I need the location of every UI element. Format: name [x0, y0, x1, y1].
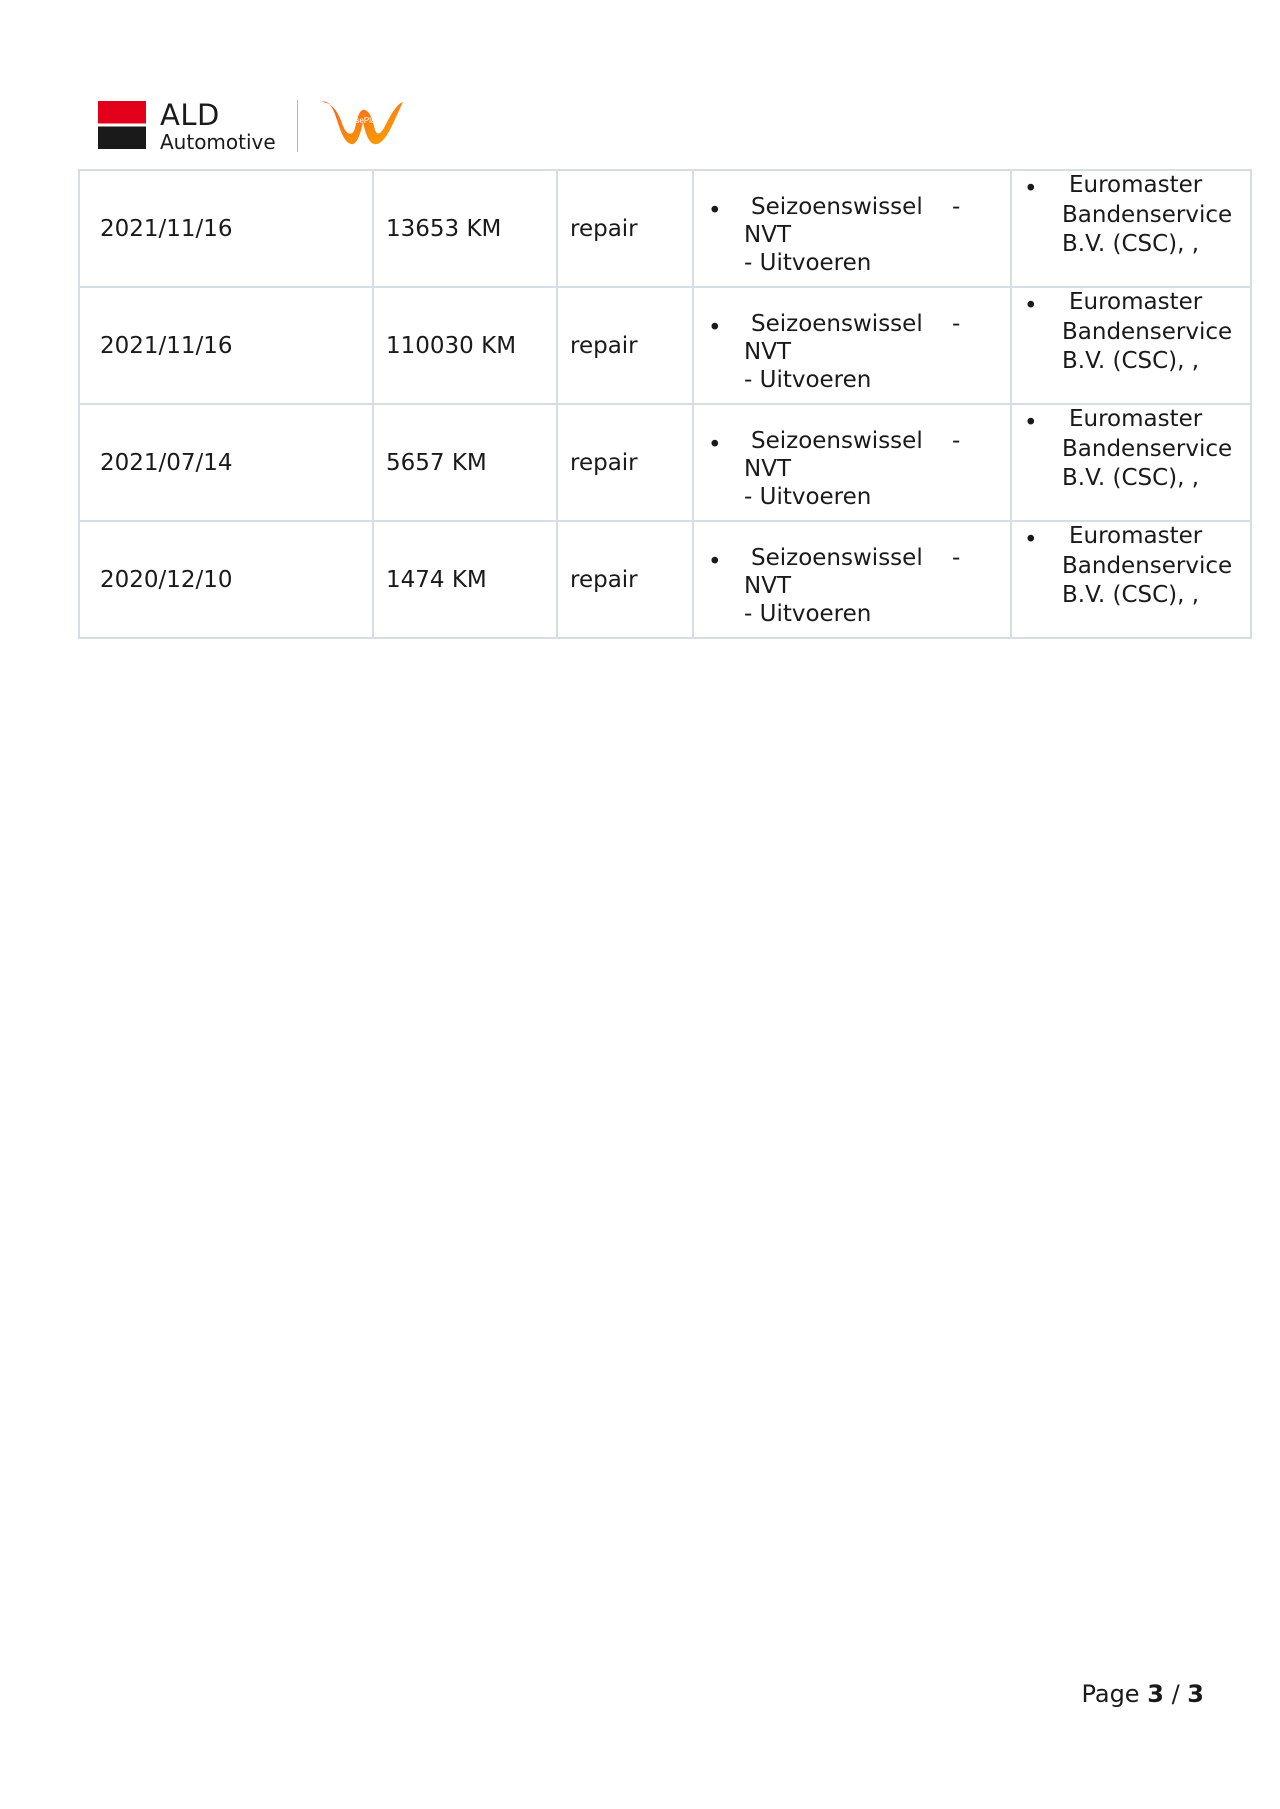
supplier-line-2: Bandenservice: [1062, 553, 1233, 579]
supplier-line-1: Euromaster: [1069, 289, 1203, 315]
logo-divider: [297, 100, 298, 152]
table-row: [79, 404, 1251, 521]
operation-dash: -: [952, 194, 961, 220]
bullet: •: [1024, 176, 1038, 202]
operation-dash: -: [952, 545, 961, 571]
supplier-line-1: Euromaster: [1069, 523, 1203, 549]
operation-code: NVT: [744, 456, 791, 482]
supplier-line-2: Bandenservice: [1062, 436, 1233, 462]
supplier-line-3: B.V. (CSC), ,: [1062, 348, 1200, 374]
operation-cell: [693, 404, 1011, 521]
supplier-cell: [1011, 170, 1251, 287]
supplier-line-1: Euromaster: [1069, 172, 1203, 198]
supplier-cell: [1011, 287, 1251, 404]
operation-name: Seizoenswissel: [751, 311, 923, 337]
total-pages: 3: [1187, 1680, 1204, 1708]
supplier-line-1: Euromaster: [1069, 406, 1203, 432]
bullet: •: [1024, 293, 1038, 319]
operation-code: NVT: [744, 339, 791, 365]
type-cell: repair: [557, 404, 693, 521]
operation-dash: -: [952, 428, 961, 454]
ald-logo-mark: [98, 101, 146, 149]
operation-name: Seizoenswissel: [751, 194, 923, 220]
bullet: •: [1024, 410, 1038, 436]
operation-action: - Uitvoeren: [744, 601, 872, 627]
type-cell: repair: [557, 521, 693, 638]
operation-dash: -: [952, 311, 961, 337]
operation-code: NVT: [744, 573, 791, 599]
supplier-cell: [1011, 404, 1251, 521]
page-separator: /: [1171, 1680, 1180, 1708]
operation-name: Seizoenswissel: [751, 545, 923, 571]
supplier-cell: [1011, 521, 1251, 638]
leaseplan-logo-text: LeasePlan: [342, 116, 380, 125]
date-cell: 2021/11/16: [79, 170, 373, 287]
date-cell: 2021/07/14: [79, 404, 373, 521]
current-page: 3: [1147, 1680, 1164, 1708]
mileage-cell: 5657 KM: [373, 404, 557, 521]
operation-name: Seizoenswissel: [751, 428, 923, 454]
table-row: [79, 521, 1251, 638]
operation-cell: [693, 170, 1011, 287]
date-cell: 2021/11/16: [79, 287, 373, 404]
bullet: •: [708, 198, 722, 224]
page-number: [1081, 1680, 1204, 1708]
mileage-cell: 110030 KM: [373, 287, 557, 404]
mileage-cell: 13653 KM: [373, 170, 557, 287]
bullet: •: [708, 549, 722, 575]
document-header: [98, 96, 438, 152]
ald-brand-subtitle: Automotive: [160, 130, 276, 154]
leaseplan-logo: [317, 96, 407, 152]
operation-cell: [693, 287, 1011, 404]
operation-code: NVT: [744, 222, 791, 248]
supplier-line-3: B.V. (CSC), ,: [1062, 582, 1200, 608]
bullet: •: [708, 315, 722, 341]
supplier-line-2: Bandenservice: [1062, 319, 1233, 345]
type-cell: repair: [557, 287, 693, 404]
type-cell: repair: [557, 170, 693, 287]
supplier-line-3: B.V. (CSC), ,: [1062, 465, 1200, 491]
date-cell: 2020/12/10: [79, 521, 373, 638]
service-history-table: [78, 169, 1252, 639]
bullet: •: [1024, 527, 1038, 553]
table-row: [79, 170, 1251, 287]
mileage-cell: 1474 KM: [373, 521, 557, 638]
page-label: Page: [1081, 1680, 1140, 1708]
ald-brand-name: ALD: [160, 98, 220, 132]
operation-cell: [693, 521, 1011, 638]
operation-action: - Uitvoeren: [744, 367, 872, 393]
table-row: [79, 287, 1251, 404]
supplier-line-2: Bandenservice: [1062, 202, 1233, 228]
supplier-line-3: B.V. (CSC), ,: [1062, 231, 1200, 257]
bullet: •: [708, 432, 722, 458]
operation-action: - Uitvoeren: [744, 250, 872, 276]
operation-action: - Uitvoeren: [744, 484, 872, 510]
